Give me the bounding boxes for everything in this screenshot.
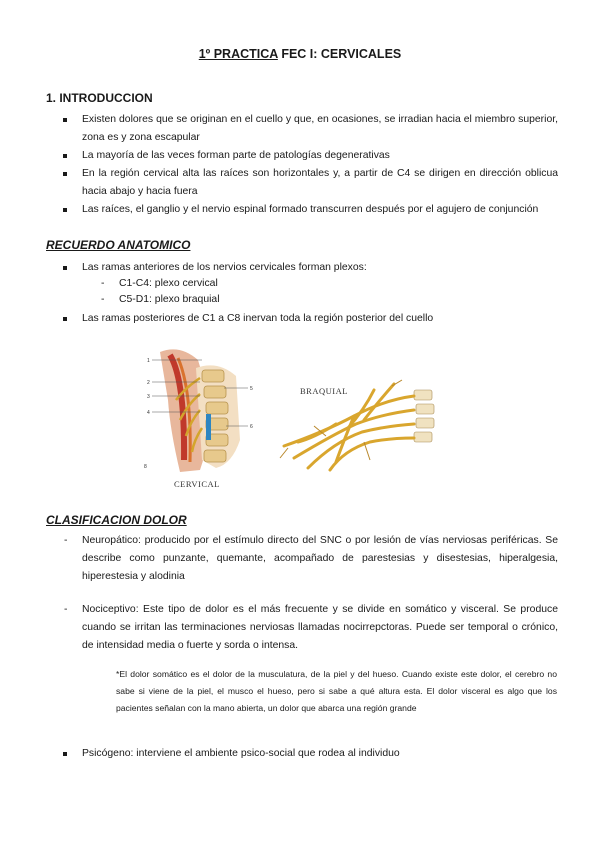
list-item: - C5-D1: plexo braquial bbox=[101, 292, 401, 308]
list-item: - C1-C4: plexo cervical bbox=[101, 276, 401, 292]
label-corner: 8 bbox=[144, 464, 147, 470]
pain-heading: CLASIFICACION DOLOR bbox=[46, 513, 187, 527]
dash-marker: - bbox=[64, 604, 68, 615]
neuropathic-text: Neuropático: producido por el estímulo directo del SNC o por lesión de vías nerviosas periféricas. Se describe como punzante, quemante, acompañado de parestesias y disestesias, hiperalgesia, hiperestesia y alodinia bbox=[82, 535, 558, 582]
brachial-plexus-illustration bbox=[274, 376, 444, 476]
nociceptive-item bbox=[64, 601, 558, 655]
cervical-plexus-illustration bbox=[140, 340, 270, 490]
list-item: En la región cervical alta las raíces son horizontales y, a partir de C4 se dirigen en dirección oblicua hacia abajo y hacia fuera bbox=[62, 165, 558, 201]
list-item: Existen dolores que se originan en el cuello y que, en ocasiones, se irradian hacia el miembro superior, zona es y zona escapular bbox=[62, 111, 558, 147]
page-title bbox=[0, 47, 600, 61]
label-6: 6 bbox=[250, 424, 253, 430]
title-rest: FEC I: CERVICALES bbox=[277, 47, 402, 61]
cervical-caption: CERVICAL bbox=[174, 479, 220, 489]
anatomy-list-2 bbox=[62, 310, 558, 328]
anatomy-heading: RECUERDO ANATOMICO bbox=[46, 238, 191, 252]
list-item: Las ramas anteriores de los nervios cervicales forman plexos: bbox=[62, 259, 558, 277]
list-item: La mayoría de las veces forman parte de patologías degenerativas bbox=[62, 147, 558, 165]
neuropathic-item bbox=[64, 532, 558, 586]
label-1: 1 bbox=[147, 358, 150, 364]
label-4: 4 bbox=[147, 410, 150, 416]
nociceptive-text: Nociceptivo: Este tipo de dolor es el más frecuente y se divide en somático y visceral. Se produce cuando se irritan las terminaciones nerviosas llamadas nocirrepctoras. Puede ser temporal o crónico, de intensidad media o fuerte y sorda o intensa. bbox=[82, 604, 558, 651]
somatic-visceral-note: *El dolor somático es el dolor de la musculatura, de la piel y del hueso. Cuando existe este dolor, el cerebro no sabe si viene de la piel, el musco el hueso, pero si sabe a qué altura esta. El dolor visceral es algo que los pacientes señalan con la mano abierta, un dolor que abarca una región grande bbox=[116, 669, 557, 713]
label-2: 2 bbox=[147, 380, 150, 386]
list-item: Las raíces, el ganglio y el nervio espinal formado transcurren después por el agujero de conjunción bbox=[62, 201, 558, 219]
anatomy-list-1 bbox=[62, 259, 558, 277]
dash-marker: - bbox=[64, 535, 68, 546]
title-underlined-part: 1º PRACTICA bbox=[198, 47, 278, 61]
intro-list bbox=[62, 111, 558, 219]
label-5: 5 bbox=[250, 386, 253, 392]
list-item: Las ramas posteriores de C1 a C8 inervan toda la región posterior del cuello bbox=[62, 310, 558, 328]
list-item: Psicógeno: interviene el ambiente psico-social que rodea al individuo bbox=[62, 745, 558, 763]
psychogenic-list bbox=[62, 745, 558, 763]
label-3: 3 bbox=[147, 394, 150, 400]
braquial-caption: BRAQUIAL bbox=[300, 386, 348, 396]
plexus-sublist bbox=[101, 276, 401, 308]
intro-heading: 1. INTRODUCCION bbox=[46, 91, 153, 105]
